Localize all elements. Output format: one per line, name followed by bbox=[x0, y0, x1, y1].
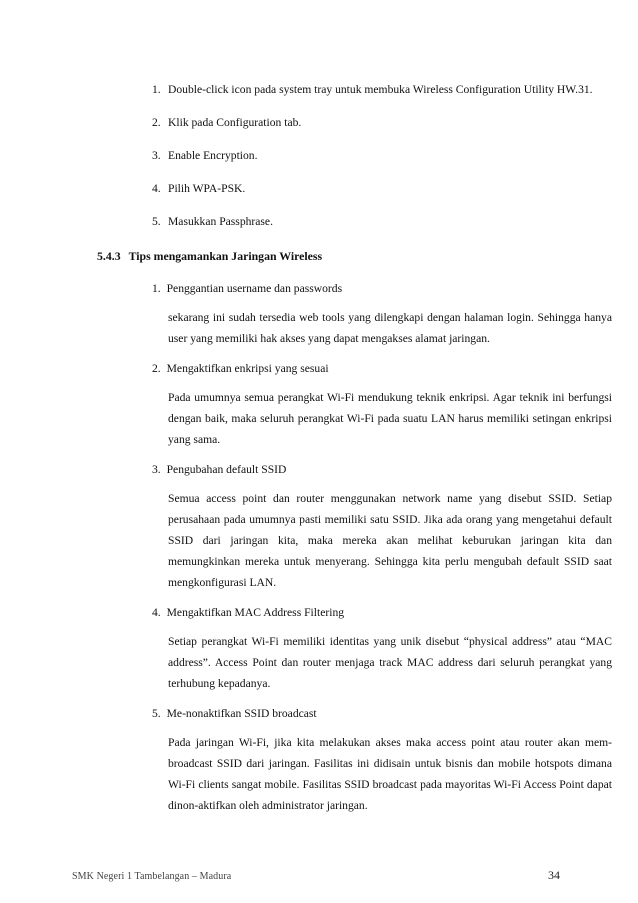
tip-title bbox=[152, 703, 612, 724]
list-item bbox=[152, 210, 607, 233]
page-number: 34 bbox=[548, 868, 560, 882]
list-item-text: Enable Encryption. bbox=[168, 149, 258, 162]
list-item-text: Masukkan Passphrase. bbox=[168, 215, 273, 228]
tip-number: 5. bbox=[152, 707, 161, 720]
tip-body: sekarang ini sudah tersedia web tools yang dilengkapi dengan halaman login. Sehingga hanya user yang memiliki hak akses yang dapat mengakses alamat jaringan. bbox=[168, 311, 612, 345]
tip-number: 2. bbox=[152, 362, 161, 375]
list-item-text: Pilih WPA-PSK. bbox=[168, 182, 246, 195]
tip-number: 1. bbox=[152, 282, 161, 295]
section-number: 5.4.3 bbox=[97, 249, 121, 263]
list-item-number: 1. bbox=[152, 83, 161, 96]
footer-school-name: SMK Negeri 1 Tambelangan – Madura bbox=[72, 871, 232, 882]
tip-number: 4. bbox=[152, 606, 161, 619]
configuration-steps-list bbox=[152, 78, 607, 243]
tip-title bbox=[152, 278, 612, 299]
tip-body: Pada jaringan Wi-Fi, jika kita melakukan akses maka access point atau router akan mem-broadcast SSID dari jaringan. Fasilitas ini didisain untuk bisnis dan mobile hotspots dimana Wi-Fi clients sangat mobile. Fasilitas SSID broadcast pada mayoritas Wi-Fi Access Point dapat dinon-aktifkan oleh administrator jaringan. bbox=[168, 736, 612, 812]
tip-item bbox=[152, 278, 612, 349]
tip-title bbox=[152, 358, 612, 379]
list-item-number: 4. bbox=[152, 182, 161, 195]
tip-item bbox=[152, 602, 612, 694]
tip-item bbox=[152, 358, 612, 450]
list-item bbox=[152, 144, 607, 167]
list-item-text: Klik pada Configuration tab. bbox=[168, 116, 302, 129]
tip-body: Pada umumnya semua perangkat Wi-Fi mendukung teknik enkripsi. Agar teknik ini berfungsi dengan baik, maka seluruh perangkat Wi-Fi pada suatu LAN harus memiliki setingan enkripsi yang sama. bbox=[168, 391, 612, 446]
tip-item bbox=[152, 703, 612, 816]
tip-title-text: Pengubahan default SSID bbox=[166, 463, 287, 476]
tips-list bbox=[152, 278, 612, 825]
tip-title-text: Mengaktifkan enkripsi yang sesuai bbox=[166, 362, 329, 375]
list-item-text: Double-click icon pada system tray untuk membuka Wireless Configuration Utility HW.31. bbox=[168, 83, 593, 96]
section-title: Tips mengamankan Jaringan Wireless bbox=[128, 249, 323, 263]
tip-title-text: Penggantian username dan passwords bbox=[166, 282, 343, 295]
list-item-number: 5. bbox=[152, 215, 161, 228]
tip-number: 3. bbox=[152, 463, 161, 476]
tip-title bbox=[152, 602, 612, 623]
tip-body: Semua access point dan router menggunakan network name yang disebut SSID. Setiap perusahaan pada umumnya pasti memiliki satu SSID. Jika ada orang yang mengetahui default SSID dari jaringan kita, maka mereka akan melihat keburukan jaringan kita dan memungkinkan mereka untuk menyerang. Sehingga kita perlu mengubah default SSID saat mengkonfigurasi LAN. bbox=[168, 492, 612, 589]
tip-body: Setiap perangkat Wi-Fi memiliki identitas yang unik disebut “physical address” atau “MAC address”. Access Point dan router menjaga track MAC address dari seluruh perangkat yang terhubung kepadanya. bbox=[168, 635, 612, 690]
tip-title-text: Me-nonaktifkan SSID broadcast bbox=[166, 707, 317, 720]
list-item-number: 2. bbox=[152, 116, 161, 129]
list-item bbox=[152, 78, 607, 101]
list-item bbox=[152, 177, 607, 200]
tip-item bbox=[152, 459, 612, 593]
list-item bbox=[152, 111, 607, 134]
tip-title bbox=[152, 459, 612, 480]
tip-title-text: Mengaktifkan MAC Address Filtering bbox=[166, 606, 345, 619]
list-item-number: 3. bbox=[152, 149, 161, 162]
section-heading bbox=[97, 245, 322, 268]
